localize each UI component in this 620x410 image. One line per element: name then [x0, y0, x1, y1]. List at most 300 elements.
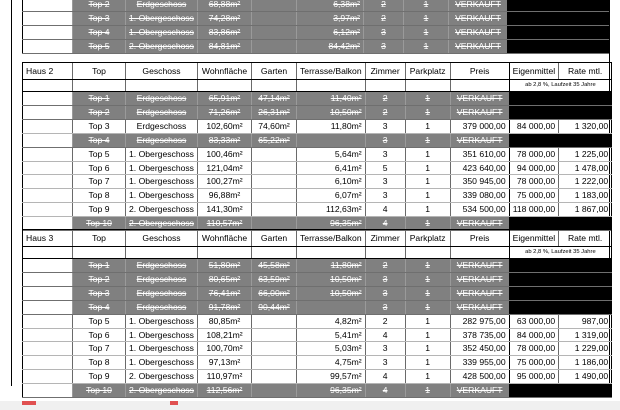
- unit-row-sold: [23, 300, 612, 314]
- unit-living-area: 84,81m²: [198, 39, 252, 53]
- unit-garden: 47,14m²: [252, 92, 297, 106]
- col-equity: Eigenmittel: [509, 63, 559, 80]
- unit-top: Top 4: [73, 25, 126, 39]
- unit-price-sold: VERKAUFT: [450, 133, 509, 147]
- unit-terrace: 96,35m²: [297, 384, 366, 398]
- unit-living-area: 100,46m²: [198, 147, 252, 161]
- unit-garden: [252, 370, 297, 384]
- unit-parking: 1: [405, 328, 450, 342]
- unit-top: Top 3: [73, 286, 126, 300]
- unit-parking: 1: [404, 11, 449, 25]
- unit-living-area: 51,80m²: [198, 259, 252, 273]
- haus2-header-row: [23, 63, 612, 80]
- unit-floor: 1. Obergeschoss: [126, 189, 198, 203]
- col-floor: Geschoss: [126, 63, 198, 80]
- unit-living-area: 68,88m²: [198, 0, 252, 11]
- unit-terrace: 6,07m²: [297, 189, 366, 203]
- col-top: Top: [73, 230, 126, 247]
- unit-price: 352 450,00: [450, 342, 509, 356]
- unit-living-area: 83,33m²: [198, 133, 252, 147]
- haus1-table: [22, 0, 609, 54]
- unit-equity: [509, 286, 559, 300]
- haus2-table: [22, 62, 612, 231]
- unit-living-area: 121,04m²: [198, 161, 252, 175]
- unit-terrace: [297, 133, 366, 147]
- unit-row: [23, 119, 612, 133]
- unit-price-sold: VERKAUFT: [450, 217, 509, 231]
- unit-price-sold: VERKAUFT: [450, 286, 509, 300]
- unit-price-sold: VERKAUFT: [449, 39, 508, 53]
- haus-label-cell: [23, 175, 73, 189]
- unit-floor: 1. Obergeschoss: [126, 11, 198, 25]
- col-parking: Parkplatz: [405, 230, 450, 247]
- unit-terrace: 11,80m²: [297, 119, 366, 133]
- unit-rate: [556, 11, 609, 25]
- col-rooms: Zimmer: [365, 230, 405, 247]
- unit-parking: 1: [405, 300, 450, 314]
- unit-parking: 1: [405, 259, 450, 273]
- col-garden: Garten: [252, 230, 297, 247]
- unit-rate: [559, 92, 612, 106]
- unit-top: Top 7: [73, 342, 126, 356]
- unit-equity: [509, 259, 559, 273]
- unit-garden: [252, 356, 297, 370]
- unit-row: [23, 203, 612, 217]
- haus-label-cell: [23, 92, 73, 106]
- unit-terrace: 4,75m²: [297, 356, 366, 370]
- unit-price-sold: VERKAUFT: [450, 105, 509, 119]
- unit-row: [23, 161, 612, 175]
- haus-label-cell: [23, 25, 73, 39]
- unit-equity: 118 000,00: [509, 203, 559, 217]
- unit-parking: 1: [405, 133, 450, 147]
- unit-row-sold: [23, 105, 612, 119]
- unit-rate: 1 320,00: [559, 119, 612, 133]
- unit-floor: 1. Obergeschoss: [126, 328, 198, 342]
- unit-row: [23, 370, 612, 384]
- unit-rooms: 2: [365, 259, 405, 273]
- col-rate: Rate mtl.: [559, 230, 612, 247]
- unit-terrace: 6,12m²: [297, 25, 364, 39]
- unit-row-sold: [23, 384, 612, 398]
- col-terrace: Terrasse/Balkon: [297, 63, 366, 80]
- unit-rate: 1 222,00: [559, 175, 612, 189]
- unit-price: 282 975,00: [450, 314, 509, 328]
- unit-rooms: 3: [365, 189, 405, 203]
- unit-price: 350 945,00: [450, 175, 509, 189]
- haus-label-cell: [23, 147, 73, 161]
- haus-label-cell: [23, 342, 73, 356]
- unit-living-area: 83,86m²: [198, 25, 252, 39]
- haus-label-cell: [23, 328, 73, 342]
- unit-price-sold: VERKAUFT: [450, 259, 509, 273]
- unit-floor: 2. Obergeschoss: [126, 384, 198, 398]
- unit-garden: 66,00m²: [252, 286, 297, 300]
- unit-row: [23, 189, 612, 203]
- unit-floor: 1. Obergeschoss: [126, 314, 198, 328]
- unit-equity: [508, 11, 556, 25]
- unit-price: 339 955,00: [450, 356, 509, 370]
- unit-terrace: 112,63m²: [297, 203, 366, 217]
- unit-top: Top 3: [73, 119, 126, 133]
- unit-terrace: 10,50m²: [297, 105, 366, 119]
- unit-garden: 26,31m²: [252, 105, 297, 119]
- unit-top: Top 6: [73, 328, 126, 342]
- col-garden: Garten: [252, 63, 297, 80]
- unit-rooms: 3: [365, 147, 405, 161]
- unit-terrace: 10,50m²: [297, 286, 366, 300]
- unit-parking: 1: [405, 370, 450, 384]
- unit-floor: Erdgeschoss: [126, 272, 198, 286]
- haus-label-cell: [23, 11, 73, 25]
- unit-rate: [556, 39, 609, 53]
- unit-row-sold: [23, 11, 609, 25]
- unit-living-area: 102,60m²: [198, 119, 252, 133]
- unit-rate: [559, 384, 612, 398]
- unit-top: Top 4: [73, 133, 126, 147]
- unit-rooms: 3: [365, 356, 405, 370]
- unit-top: Top 6: [73, 161, 126, 175]
- unit-rate: 1 183,00: [559, 189, 612, 203]
- unit-equity: 84 000,00: [509, 328, 559, 342]
- unit-row-sold: [23, 39, 609, 53]
- unit-parking: 1: [405, 286, 450, 300]
- unit-parking: 1: [405, 384, 450, 398]
- unit-living-area: 80,85m²: [198, 314, 252, 328]
- unit-living-area: 110,97m²: [198, 370, 252, 384]
- unit-parking: 1: [405, 314, 450, 328]
- unit-equity: [509, 133, 559, 147]
- unit-row-sold: [23, 25, 609, 39]
- unit-garden: [252, 175, 297, 189]
- unit-terrace: 6,41m²: [297, 161, 366, 175]
- bottom-mark: [22, 401, 36, 405]
- unit-top: Top 2: [73, 105, 126, 119]
- unit-top: Top 7: [73, 175, 126, 189]
- unit-rooms: 4: [365, 217, 405, 231]
- unit-top: Top 9: [73, 203, 126, 217]
- unit-rate: 1 225,00: [559, 147, 612, 161]
- unit-garden: [252, 161, 297, 175]
- unit-price: 378 735,00: [450, 328, 509, 342]
- unit-row-sold: [23, 272, 612, 286]
- unit-garden: [252, 314, 297, 328]
- unit-rooms: 3: [365, 272, 405, 286]
- unit-floor: 2. Obergeschoss: [126, 370, 198, 384]
- unit-parking: 1: [405, 175, 450, 189]
- unit-price-sold: VERKAUFT: [449, 0, 508, 11]
- unit-rooms: 2: [365, 314, 405, 328]
- unit-living-area: 97,13m²: [198, 356, 252, 370]
- unit-terrace: 5,64m²: [297, 147, 366, 161]
- unit-floor: Erdgeschoss: [126, 133, 198, 147]
- unit-row-sold: [23, 259, 612, 273]
- unit-top: Top 8: [73, 189, 126, 203]
- unit-garden: [252, 0, 297, 11]
- unit-terrace: 4,82m²: [297, 314, 366, 328]
- unit-rooms: 2: [364, 0, 404, 11]
- haus-label-cell: [23, 39, 73, 53]
- unit-living-area: 108,21m²: [198, 328, 252, 342]
- haus-label: Haus 3: [23, 230, 73, 247]
- unit-price-sold: VERKAUFT: [450, 384, 509, 398]
- unit-garden: [252, 11, 297, 25]
- unit-row-sold: [23, 133, 612, 147]
- unit-garden: [252, 39, 297, 53]
- unit-top: Top 2: [73, 0, 126, 11]
- unit-living-area: 80,65m²: [198, 272, 252, 286]
- unit-top: Top 8: [73, 356, 126, 370]
- unit-equity: 63 000,00: [509, 314, 559, 328]
- haus-label-cell: [23, 356, 73, 370]
- unit-rate: 1 186,00: [559, 356, 612, 370]
- unit-rooms: 3: [364, 39, 404, 53]
- col-rate: Rate mtl.: [559, 63, 612, 80]
- unit-parking: 1: [405, 356, 450, 370]
- unit-row: [23, 328, 612, 342]
- unit-living-area: 110,57m²: [198, 217, 252, 231]
- unit-parking: 1: [405, 203, 450, 217]
- bottom-mark: [170, 401, 178, 405]
- unit-terrace: 6,10m²: [297, 175, 366, 189]
- unit-parking: 1: [405, 105, 450, 119]
- unit-living-area: 74,28m²: [198, 11, 252, 25]
- unit-terrace: 84,42m²: [297, 39, 364, 53]
- unit-terrace: 99,57m²: [297, 370, 366, 384]
- unit-top: Top 4: [73, 300, 126, 314]
- haus3-table: [22, 229, 612, 398]
- col-floor: Geschoss: [126, 230, 198, 247]
- unit-rooms: 4: [365, 384, 405, 398]
- unit-terrace: 11,80m²: [297, 259, 366, 273]
- col-terrace: Terrasse/Balkon: [297, 230, 366, 247]
- unit-row: [23, 342, 612, 356]
- haus-label-cell: [23, 272, 73, 286]
- unit-floor: 2. Obergeschoss: [126, 217, 198, 231]
- unit-rate: 1 867,00: [559, 203, 612, 217]
- unit-floor: Erdgeschoss: [126, 105, 198, 119]
- unit-rate: 1 229,00: [559, 342, 612, 356]
- haus2-note-row: [23, 80, 612, 92]
- unit-living-area: 112,56m²: [198, 384, 252, 398]
- unit-floor: Erdgeschoss: [126, 0, 198, 11]
- unit-equity: [509, 384, 559, 398]
- haus-label-cell: [23, 133, 73, 147]
- unit-equity: 78 000,00: [509, 342, 559, 356]
- unit-row: [23, 175, 612, 189]
- haus-label-cell: [23, 259, 73, 273]
- unit-rooms: 4: [365, 370, 405, 384]
- unit-price: 379 000,00: [450, 119, 509, 133]
- haus-label-cell: [23, 203, 73, 217]
- unit-top: Top 1: [73, 259, 126, 273]
- unit-garden: [252, 189, 297, 203]
- unit-row: [23, 356, 612, 370]
- unit-equity: [509, 272, 559, 286]
- unit-parking: 1: [405, 92, 450, 106]
- haus-label-cell: [23, 300, 73, 314]
- unit-top: Top 5: [73, 314, 126, 328]
- col-top: Top: [73, 63, 126, 80]
- haus-label-cell: [23, 119, 73, 133]
- unit-terrace: 10,50m²: [297, 272, 366, 286]
- unit-floor: Erdgeschoss: [126, 286, 198, 300]
- unit-equity: [508, 0, 556, 11]
- unit-row: [23, 314, 612, 328]
- unit-parking: 1: [404, 25, 449, 39]
- unit-garden: [252, 384, 297, 398]
- unit-parking: 1: [405, 161, 450, 175]
- unit-price: 428 500,00: [450, 370, 509, 384]
- haus-label-cell: [23, 105, 73, 119]
- unit-rooms: 2: [365, 92, 405, 106]
- haus-label-cell: [23, 384, 73, 398]
- unit-terrace: 11,40m²: [297, 92, 366, 106]
- unit-rooms: 3: [365, 175, 405, 189]
- unit-garden: [252, 25, 297, 39]
- col-living: Wohnfläche: [198, 230, 252, 247]
- haus-label-cell: [23, 189, 73, 203]
- unit-living-area: 91,78m²: [198, 300, 252, 314]
- unit-rooms: 3: [365, 133, 405, 147]
- unit-price-sold: VERKAUFT: [450, 272, 509, 286]
- col-equity: Eigenmittel: [509, 230, 559, 247]
- unit-living-area: 76,41m²: [198, 286, 252, 300]
- unit-rate: [556, 25, 609, 39]
- unit-floor: 1. Obergeschoss: [126, 356, 198, 370]
- unit-top: Top 3: [73, 11, 126, 25]
- unit-top: Top 9: [73, 370, 126, 384]
- unit-rooms: 3: [365, 342, 405, 356]
- unit-terrace: 96,35m²: [297, 217, 366, 231]
- unit-garden: 63,59m²: [252, 272, 297, 286]
- col-price: Preis: [450, 63, 509, 80]
- unit-top: Top 1: [73, 92, 126, 106]
- unit-terrace: 6,38m²: [297, 0, 364, 11]
- unit-floor: Erdgeschoss: [126, 92, 198, 106]
- unit-rate: 1 319,00: [559, 328, 612, 342]
- unit-living-area: 100,70m²: [198, 342, 252, 356]
- unit-parking: 1: [405, 342, 450, 356]
- unit-floor: Erdgeschoss: [126, 259, 198, 273]
- unit-garden: 65,22m²: [252, 133, 297, 147]
- unit-living-area: 100,27m²: [198, 175, 252, 189]
- unit-floor: 1. Obergeschoss: [126, 342, 198, 356]
- unit-garden: 74,60m²: [252, 119, 297, 133]
- unit-rate: [559, 133, 612, 147]
- unit-equity: [509, 105, 559, 119]
- unit-price-sold: VERKAUFT: [450, 300, 509, 314]
- unit-rooms: 2: [365, 105, 405, 119]
- unit-rate: [559, 259, 612, 273]
- unit-equity: 78 000,00: [509, 147, 559, 161]
- unit-equity: 94 000,00: [509, 161, 559, 175]
- unit-rate: [559, 105, 612, 119]
- unit-price: 534 500,00: [450, 203, 509, 217]
- unit-terrace: 3,97m²: [297, 11, 364, 25]
- unit-equity: [508, 25, 556, 39]
- unit-equity: 75 000,00: [509, 189, 559, 203]
- unit-equity: 84 000,00: [509, 119, 559, 133]
- unit-top: Top 2: [73, 272, 126, 286]
- unit-rooms: 3: [365, 286, 405, 300]
- unit-parking: 1: [405, 272, 450, 286]
- unit-floor: 1. Obergeschoss: [126, 147, 198, 161]
- unit-living-area: 71,26m²: [198, 105, 252, 119]
- haus-label: Haus 2: [23, 63, 73, 80]
- unit-living-area: 65,91m²: [198, 92, 252, 106]
- unit-equity: 95 000,00: [509, 370, 559, 384]
- unit-price-sold: VERKAUFT: [449, 25, 508, 39]
- unit-parking: 1: [405, 147, 450, 161]
- unit-price: 339 080,00: [450, 189, 509, 203]
- unit-rooms: 3: [365, 119, 405, 133]
- financing-note: ab 2,8 %, Laufzeit 35 Jahre: [509, 80, 612, 92]
- unit-price-sold: VERKAUFT: [450, 92, 509, 106]
- unit-floor: Erdgeschoss: [126, 119, 198, 133]
- financing-note: ab 2,8 %, Laufzeit 35 Jahre: [509, 247, 612, 259]
- page-bottom-strip: [0, 401, 620, 410]
- haus3-header-row: [23, 230, 612, 247]
- unit-price-sold: VERKAUFT: [449, 11, 508, 25]
- unit-row-sold: [23, 286, 612, 300]
- col-parking: Parkplatz: [405, 63, 450, 80]
- page-frame-left: [11, 0, 12, 386]
- unit-floor: 1. Obergeschoss: [126, 175, 198, 189]
- unit-parking: 1: [404, 39, 449, 53]
- unit-garden: 90,44m²: [252, 300, 297, 314]
- unit-top: Top 5: [73, 147, 126, 161]
- haus-label-cell: [23, 314, 73, 328]
- col-price: Preis: [450, 230, 509, 247]
- unit-row: [23, 147, 612, 161]
- unit-equity: [509, 300, 559, 314]
- unit-price: 423 640,00: [450, 161, 509, 175]
- unit-rate: 1 490,00: [559, 370, 612, 384]
- unit-living-area: 96,88m²: [198, 189, 252, 203]
- unit-garden: 45,58m²: [252, 259, 297, 273]
- unit-price: 351 610,00: [450, 147, 509, 161]
- haus-label-cell: [23, 161, 73, 175]
- unit-row-sold: [23, 92, 612, 106]
- unit-terrace: 5,41m²: [297, 328, 366, 342]
- unit-rooms: 2: [364, 11, 404, 25]
- unit-equity: [509, 92, 559, 106]
- unit-terrace: 5,03m²: [297, 342, 366, 356]
- unit-rate: [556, 0, 609, 11]
- unit-equity: 75 000,00: [509, 356, 559, 370]
- haus-label-cell: [23, 286, 73, 300]
- unit-floor: Erdgeschoss: [126, 300, 198, 314]
- unit-top: Top 10: [73, 217, 126, 231]
- unit-terrace: [297, 300, 366, 314]
- unit-garden: [252, 328, 297, 342]
- col-living: Wohnfläche: [198, 63, 252, 80]
- unit-rooms: 3: [364, 25, 404, 39]
- unit-floor: 2. Obergeschoss: [126, 39, 198, 53]
- haus-label-cell: [23, 370, 73, 384]
- unit-garden: [252, 147, 297, 161]
- unit-equity: 78 000,00: [509, 175, 559, 189]
- unit-rate: 1 478,00: [559, 161, 612, 175]
- unit-parking: 1: [405, 189, 450, 203]
- unit-top: Top 10: [73, 384, 126, 398]
- unit-rate: 987,00: [559, 314, 612, 328]
- unit-rooms: 5: [365, 161, 405, 175]
- unit-living-area: 141,30m²: [198, 203, 252, 217]
- unit-garden: [252, 203, 297, 217]
- unit-rooms: 4: [365, 203, 405, 217]
